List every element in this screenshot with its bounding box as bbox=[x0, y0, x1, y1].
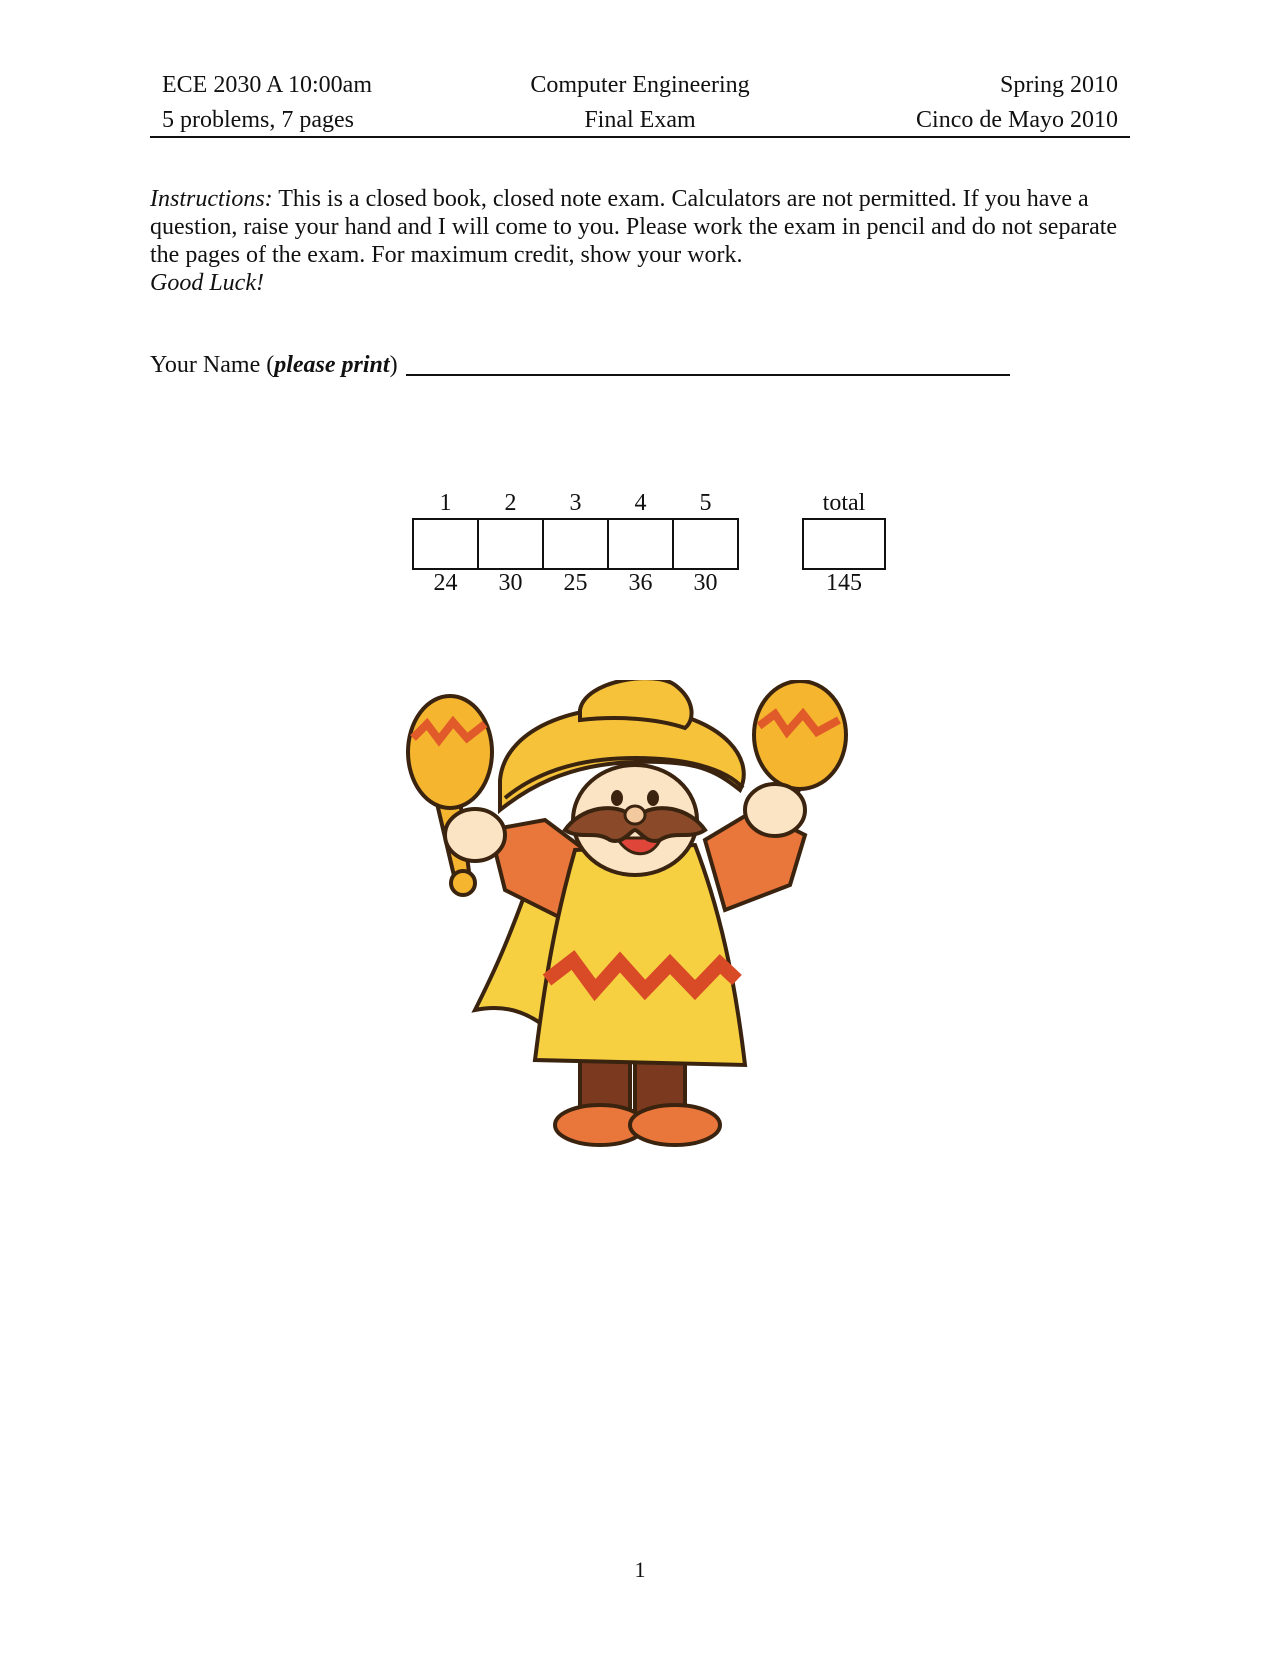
good-luck: Good Luck! bbox=[150, 270, 264, 296]
problem-points: 30 bbox=[498, 570, 523, 596]
instructions-block bbox=[150, 185, 1140, 297]
poncho bbox=[535, 845, 745, 1065]
problem-points: 24 bbox=[433, 570, 458, 596]
right-shoe bbox=[630, 1105, 720, 1145]
department-name: Computer Engineering bbox=[530, 72, 750, 98]
eye-right bbox=[647, 790, 659, 806]
name-blank-line[interactable] bbox=[406, 350, 1010, 376]
left-hand bbox=[445, 809, 505, 861]
total-box[interactable] bbox=[802, 518, 886, 570]
problem-points: 30 bbox=[693, 570, 718, 596]
header-row-top bbox=[150, 72, 1130, 104]
nose bbox=[625, 806, 645, 824]
name-label-emphasis: please print bbox=[274, 352, 390, 378]
score-box[interactable] bbox=[412, 518, 479, 570]
eye-left bbox=[611, 790, 623, 806]
problem-number: 4 bbox=[634, 490, 647, 516]
problem-number: 2 bbox=[504, 490, 517, 516]
score-box[interactable] bbox=[477, 518, 544, 570]
exam-length: 5 problems, 7 pages bbox=[162, 107, 354, 133]
name-field-row bbox=[150, 350, 1010, 379]
score-box[interactable] bbox=[607, 518, 674, 570]
instructions-text: This is a closed book, closed note exam. Calculators are not permitted. If you have a question, raise your hand and I will come to you. Please work the exam in pencil and do not separate the pages of the exam. For maximum credit, show your work. bbox=[150, 186, 1118, 268]
problem-points: 25 bbox=[563, 570, 588, 596]
problem-points: 36 bbox=[628, 570, 653, 596]
problem-number: 5 bbox=[699, 490, 712, 516]
term: Spring 2010 bbox=[999, 72, 1118, 98]
exam-date: Cinco de Mayo 2010 bbox=[916, 107, 1118, 133]
exam-type: Final Exam bbox=[584, 107, 696, 133]
right-hand bbox=[745, 784, 805, 836]
header-divider bbox=[150, 136, 1130, 138]
name-label-prefix: Your Name ( bbox=[150, 352, 275, 378]
problem-number: 3 bbox=[569, 490, 582, 516]
left-maraca bbox=[408, 696, 492, 895]
instructions-label: Instructions: bbox=[150, 186, 273, 212]
header-row-bottom bbox=[150, 107, 1130, 139]
score-box[interactable] bbox=[542, 518, 609, 570]
problem-number: 1 bbox=[439, 490, 452, 516]
page-number: 1 bbox=[634, 1557, 646, 1582]
total-points: 145 bbox=[826, 570, 862, 596]
course-title: ECE 2030 A 10:00am bbox=[162, 72, 372, 98]
name-label-suffix: ) bbox=[389, 352, 398, 378]
score-box[interactable] bbox=[672, 518, 739, 570]
mariachi-mascot-illustration bbox=[395, 680, 895, 1170]
total-label: total bbox=[822, 490, 866, 516]
